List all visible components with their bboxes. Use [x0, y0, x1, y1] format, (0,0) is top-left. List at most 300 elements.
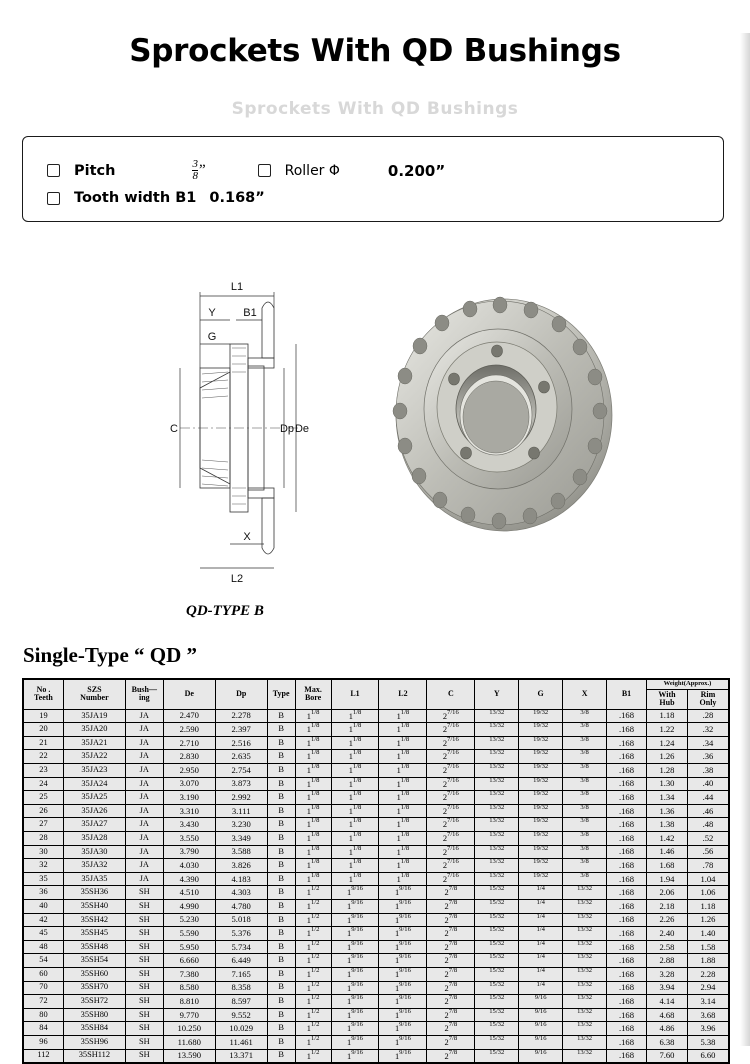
type-cell: B — [267, 1008, 295, 1022]
th-x: X — [563, 680, 607, 710]
with-hub-cell: 1.46 — [646, 845, 687, 859]
l2-cell: 19/16 — [379, 940, 427, 954]
l1-cell: 19/16 — [331, 913, 379, 927]
rim-only-cell: 5.38 — [687, 1035, 728, 1049]
y-cell: 13/32 — [475, 750, 519, 764]
x-cell: 3/8 — [563, 832, 607, 846]
type-cell: B — [267, 750, 295, 764]
szs-cell: 35SH96 — [63, 1035, 125, 1049]
dim-label-de: De — [294, 423, 310, 435]
dp-cell: 4.303 — [215, 886, 267, 900]
x-cell: 13/32 — [563, 913, 607, 927]
g-cell: 1/4 — [519, 913, 563, 927]
g-cell: 19/32 — [519, 804, 563, 818]
l1-cell: 11/8 — [331, 750, 379, 764]
th-no-teeth: No . Teeth — [24, 680, 64, 710]
l2-cell: 11/8 — [379, 709, 427, 723]
l2-cell: 19/16 — [379, 1022, 427, 1036]
y-cell: 13/32 — [475, 777, 519, 791]
g-cell: 19/32 — [519, 709, 563, 723]
c-cell: 27/8 — [427, 900, 475, 914]
th-type: Type — [267, 680, 295, 710]
max-bore-cell: 11/2 — [295, 1035, 331, 1049]
dp-cell: 2.635 — [215, 750, 267, 764]
dp-cell: 2.397 — [215, 723, 267, 737]
l1-cell: 11/8 — [331, 791, 379, 805]
l2-cell: 11/8 — [379, 859, 427, 873]
teeth-cell: 48 — [24, 940, 64, 954]
g-cell: 1/4 — [519, 900, 563, 914]
b1-cell: .168 — [607, 1022, 647, 1036]
y-cell: 15/32 — [475, 1022, 519, 1036]
b1-cell: .168 — [607, 900, 647, 914]
table-header-row-1 — [24, 680, 729, 690]
table-row — [24, 954, 729, 968]
l2-cell: 11/8 — [379, 832, 427, 846]
table-row — [24, 927, 729, 941]
szs-cell: 35SH84 — [63, 1022, 125, 1036]
pitch-fraction — [192, 159, 198, 182]
drawing-caption: QD-TYPE B — [186, 603, 264, 619]
teeth-cell: 84 — [24, 1022, 64, 1036]
de-cell: 5.950 — [163, 940, 215, 954]
table-row — [24, 886, 729, 900]
roller-value: 0.200” — [387, 161, 446, 180]
b1-cell: .168 — [607, 764, 647, 778]
table-row — [24, 832, 729, 846]
l2-cell: 19/16 — [379, 1049, 427, 1063]
l1-cell: 19/16 — [331, 967, 379, 981]
th-weight: Weight(Approx.) — [646, 680, 728, 690]
l2-cell: 11/8 — [379, 750, 427, 764]
l1-cell: 11/8 — [331, 804, 379, 818]
rim-only-cell: .56 — [687, 845, 728, 859]
l1-cell: 19/16 — [331, 1035, 379, 1049]
b1-cell: .168 — [607, 927, 647, 941]
b1-cell: .168 — [607, 886, 647, 900]
table-row — [24, 900, 729, 914]
rim-only-cell: .46 — [687, 804, 728, 818]
g-cell: 19/32 — [519, 845, 563, 859]
type-cell: B — [267, 981, 295, 995]
x-cell: 3/8 — [563, 764, 607, 778]
g-cell: 19/32 — [519, 750, 563, 764]
x-cell: 13/32 — [563, 1049, 607, 1063]
th-rim-only: Rim Only — [687, 689, 728, 709]
max-bore-cell: 11/8 — [295, 723, 331, 737]
dp-cell: 9.552 — [215, 1008, 267, 1022]
b1-cell: .168 — [607, 1035, 647, 1049]
de-cell: 4.030 — [163, 859, 215, 873]
l1-cell: 11/8 — [331, 709, 379, 723]
table-row — [24, 995, 729, 1009]
bushing-cell: JA — [125, 777, 163, 791]
bushing-cell: JA — [125, 872, 163, 886]
l2-cell: 19/16 — [379, 886, 427, 900]
l2-cell: 11/8 — [379, 791, 427, 805]
de-cell: 2.830 — [163, 750, 215, 764]
x-cell: 3/8 — [563, 818, 607, 832]
c-cell: 27/16 — [427, 777, 475, 791]
y-cell: 13/32 — [475, 736, 519, 750]
dp-cell: 11.461 — [215, 1035, 267, 1049]
bushing-cell: SH — [125, 1049, 163, 1063]
bushing-cell: JA — [125, 859, 163, 873]
rim-only-cell: .32 — [687, 723, 728, 737]
teeth-cell: 35 — [24, 872, 64, 886]
dp-cell: 2.516 — [215, 736, 267, 750]
section-heading: Single-Type “ QD ” — [23, 643, 198, 667]
g-cell: 9/16 — [519, 1035, 563, 1049]
l2-cell: 19/16 — [379, 1008, 427, 1022]
c-cell: 27/8 — [427, 1008, 475, 1022]
bushing-cell: JA — [125, 791, 163, 805]
type-cell: B — [267, 845, 295, 859]
l1-cell: 19/16 — [331, 940, 379, 954]
rim-only-cell: 3.96 — [687, 1022, 728, 1036]
l2-cell: 19/16 — [379, 1035, 427, 1049]
with-hub-cell: 1.22 — [646, 723, 687, 737]
bushing-cell: SH — [125, 927, 163, 941]
bushing-cell: SH — [125, 967, 163, 981]
dim-label-g: G — [207, 331, 217, 343]
teeth-cell: 24 — [24, 777, 64, 791]
l1-cell: 11/8 — [331, 736, 379, 750]
c-cell: 27/16 — [427, 804, 475, 818]
c-cell: 27/16 — [427, 723, 475, 737]
c-cell: 27/16 — [427, 736, 475, 750]
with-hub-cell: 1.24 — [646, 736, 687, 750]
l2-cell: 19/16 — [379, 995, 427, 1009]
b1-cell: .168 — [607, 940, 647, 954]
y-cell: 13/32 — [475, 845, 519, 859]
c-cell: 27/16 — [427, 872, 475, 886]
rim-only-cell: .38 — [687, 764, 728, 778]
x-cell: 3/8 — [563, 777, 607, 791]
with-hub-cell: 2.88 — [646, 954, 687, 968]
with-hub-cell: 1.68 — [646, 859, 687, 873]
table-row — [24, 940, 729, 954]
with-hub-cell: 2.58 — [646, 940, 687, 954]
rim-only-cell: .34 — [687, 736, 728, 750]
max-bore-cell: 11/2 — [295, 995, 331, 1009]
max-bore-cell: 11/2 — [295, 1049, 331, 1063]
type-cell: B — [267, 886, 295, 900]
x-cell: 3/8 — [563, 845, 607, 859]
l1-cell: 11/8 — [331, 764, 379, 778]
with-hub-cell: 1.30 — [646, 777, 687, 791]
pitch-unit: ” — [198, 161, 206, 178]
dp-cell: 3.349 — [215, 832, 267, 846]
y-cell: 15/32 — [475, 954, 519, 968]
max-bore-cell: 11/8 — [295, 804, 331, 818]
type-cell: B — [267, 859, 295, 873]
dim-label-b1: B1 — [243, 307, 257, 319]
x-cell: 3/8 — [563, 723, 607, 737]
type-cell: B — [267, 967, 295, 981]
g-cell: 19/32 — [519, 832, 563, 846]
g-cell: 9/16 — [519, 995, 563, 1009]
de-cell: 10.250 — [163, 1022, 215, 1036]
szs-cell: 35JA24 — [63, 777, 125, 791]
max-bore-cell: 11/2 — [295, 900, 331, 914]
teeth-cell: 45 — [24, 927, 64, 941]
dp-cell: 2.992 — [215, 791, 267, 805]
max-bore-cell: 11/2 — [295, 940, 331, 954]
max-bore-cell: 11/8 — [295, 818, 331, 832]
de-cell: 6.660 — [163, 954, 215, 968]
b1-cell: .168 — [607, 913, 647, 927]
de-cell: 2.470 — [163, 709, 215, 723]
c-cell: 27/8 — [427, 940, 475, 954]
teeth-cell: 23 — [24, 764, 64, 778]
type-cell: B — [267, 709, 295, 723]
szs-cell: 35JA30 — [63, 845, 125, 859]
th-g: G — [519, 680, 563, 710]
b1-cell: .168 — [607, 967, 647, 981]
x-cell: 3/8 — [563, 791, 607, 805]
c-cell: 27/8 — [427, 886, 475, 900]
l1-cell: 11/8 — [331, 859, 379, 873]
rim-only-cell: .78 — [687, 859, 728, 873]
l2-cell: 11/8 — [379, 777, 427, 791]
l1-cell: 11/8 — [331, 845, 379, 859]
l2-cell: 19/16 — [379, 900, 427, 914]
with-hub-cell: 1.38 — [646, 818, 687, 832]
de-cell: 4.390 — [163, 872, 215, 886]
type-cell: B — [267, 736, 295, 750]
y-cell: 15/32 — [475, 886, 519, 900]
th-with-hub: With Hub — [646, 689, 687, 709]
c-cell: 27/8 — [427, 1022, 475, 1036]
pitch-numerator: 3 — [192, 158, 198, 170]
table-body — [24, 709, 729, 1062]
b1-cell: .168 — [607, 750, 647, 764]
l1-cell: 19/16 — [331, 900, 379, 914]
de-cell: 11.680 — [163, 1035, 215, 1049]
x-cell: 13/32 — [563, 954, 607, 968]
x-cell: 13/32 — [563, 886, 607, 900]
rim-only-cell: .44 — [687, 791, 728, 805]
dp-cell: 7.165 — [215, 967, 267, 981]
rim-only-cell: 3.68 — [687, 1008, 728, 1022]
b1-cell: .168 — [607, 723, 647, 737]
g-cell: 19/32 — [519, 859, 563, 873]
bushing-cell: JA — [125, 723, 163, 737]
de-cell: 2.590 — [163, 723, 215, 737]
teeth-cell: 30 — [24, 845, 64, 859]
c-cell: 27/16 — [427, 818, 475, 832]
table-row — [24, 723, 729, 737]
with-hub-cell: 3.94 — [646, 981, 687, 995]
type-cell: B — [267, 777, 295, 791]
x-cell: 13/32 — [563, 927, 607, 941]
page-edge-shadow — [740, 33, 750, 1046]
dp-cell: 13.371 — [215, 1049, 267, 1063]
y-cell: 15/32 — [475, 900, 519, 914]
g-cell: 9/16 — [519, 1008, 563, 1022]
table-row — [24, 1022, 729, 1036]
bushing-cell: SH — [125, 1022, 163, 1036]
y-cell: 15/32 — [475, 995, 519, 1009]
max-bore-cell: 11/8 — [295, 750, 331, 764]
table-row — [24, 709, 729, 723]
max-bore-cell: 11/2 — [295, 981, 331, 995]
l2-cell: 11/8 — [379, 845, 427, 859]
y-cell: 15/32 — [475, 1008, 519, 1022]
dp-cell: 3.588 — [215, 845, 267, 859]
max-bore-cell: 11/8 — [295, 859, 331, 873]
szs-cell: 35JA27 — [63, 818, 125, 832]
de-cell: 4.990 — [163, 900, 215, 914]
dp-cell: 5.018 — [215, 913, 267, 927]
bushing-cell: SH — [125, 1008, 163, 1022]
type-cell: B — [267, 995, 295, 1009]
l1-cell: 11/8 — [331, 777, 379, 791]
de-cell: 2.950 — [163, 764, 215, 778]
table-row — [24, 845, 729, 859]
szs-cell: 35SH80 — [63, 1008, 125, 1022]
table-row — [24, 777, 729, 791]
l1-cell: 19/16 — [331, 995, 379, 1009]
with-hub-cell: 3.28 — [646, 967, 687, 981]
szs-cell: 35JA23 — [63, 764, 125, 778]
dp-cell: 3.230 — [215, 818, 267, 832]
de-cell: 5.590 — [163, 927, 215, 941]
b1-cell: .168 — [607, 832, 647, 846]
dp-cell: 8.597 — [215, 995, 267, 1009]
g-cell: 19/32 — [519, 764, 563, 778]
table-row — [24, 981, 729, 995]
g-cell: 19/32 — [519, 777, 563, 791]
l2-cell: 19/16 — [379, 954, 427, 968]
bushing-cell: SH — [125, 886, 163, 900]
dp-cell: 4.780 — [215, 900, 267, 914]
type-cell: B — [267, 1022, 295, 1036]
bushing-cell: SH — [125, 900, 163, 914]
pitch-denominator: 8 — [192, 170, 198, 182]
g-cell: 1/4 — [519, 927, 563, 941]
g-cell: 1/4 — [519, 954, 563, 968]
tooth-width-checkbox[interactable] — [47, 192, 60, 205]
b1-cell: .168 — [607, 872, 647, 886]
max-bore-cell: 11/2 — [295, 967, 331, 981]
l2-cell: 11/8 — [379, 764, 427, 778]
type-cell: B — [267, 832, 295, 846]
with-hub-cell: 1.94 — [646, 872, 687, 886]
l2-cell: 19/16 — [379, 981, 427, 995]
szs-cell: 35SH42 — [63, 913, 125, 927]
l2-cell: 19/16 — [379, 927, 427, 941]
l1-cell: 11/8 — [331, 818, 379, 832]
teeth-cell: 54 — [24, 954, 64, 968]
c-cell: 27/8 — [427, 967, 475, 981]
with-hub-cell: 1.36 — [646, 804, 687, 818]
bushing-cell: JA — [125, 709, 163, 723]
bushing-cell: JA — [125, 818, 163, 832]
szs-cell: 35JA20 — [63, 723, 125, 737]
teeth-cell: 96 — [24, 1035, 64, 1049]
th-bushing: Bush— ing — [125, 680, 163, 710]
g-cell: 1/4 — [519, 940, 563, 954]
table-row — [24, 859, 729, 873]
rim-only-cell: .52 — [687, 832, 728, 846]
roller-checkbox[interactable] — [258, 164, 271, 177]
pitch-checkbox[interactable] — [47, 164, 60, 177]
g-cell: 19/32 — [519, 791, 563, 805]
bushing-cell: JA — [125, 832, 163, 846]
table-row — [24, 818, 729, 832]
table-row — [24, 764, 729, 778]
g-cell: 1/4 — [519, 981, 563, 995]
szs-cell: 35JA25 — [63, 791, 125, 805]
type-cell: B — [267, 1049, 295, 1063]
rim-only-cell: 6.60 — [687, 1049, 728, 1063]
sprocket-photo — [380, 273, 620, 548]
with-hub-cell: 2.40 — [646, 927, 687, 941]
de-cell: 9.770 — [163, 1008, 215, 1022]
with-hub-cell: 1.28 — [646, 764, 687, 778]
page-title-ghost: Sprockets With QD Bushings — [231, 99, 519, 119]
bushing-cell: SH — [125, 940, 163, 954]
table-row — [24, 1035, 729, 1049]
de-cell: 8.810 — [163, 995, 215, 1009]
y-cell: 15/32 — [475, 1035, 519, 1049]
type-cell: B — [267, 804, 295, 818]
with-hub-cell: 4.68 — [646, 1008, 687, 1022]
max-bore-cell: 11/8 — [295, 777, 331, 791]
with-hub-cell: 1.42 — [646, 832, 687, 846]
b1-cell: .168 — [607, 777, 647, 791]
szs-cell: 35SH72 — [63, 995, 125, 1009]
l1-cell: 19/16 — [331, 1022, 379, 1036]
b1-cell: .168 — [607, 995, 647, 1009]
rim-only-cell: 1.18 — [687, 900, 728, 914]
spec-row-tooth-width — [47, 190, 265, 206]
y-cell: 13/32 — [475, 723, 519, 737]
type-cell: B — [267, 927, 295, 941]
x-cell: 13/32 — [563, 967, 607, 981]
th-szs-number: SZS Number — [63, 680, 125, 710]
bushing-cell: SH — [125, 981, 163, 995]
szs-cell: 35SH36 — [63, 886, 125, 900]
y-cell: 13/32 — [475, 709, 519, 723]
with-hub-cell: 6.38 — [646, 1035, 687, 1049]
table-row — [24, 1049, 729, 1063]
l1-cell: 11/8 — [331, 832, 379, 846]
c-cell: 27/8 — [427, 1035, 475, 1049]
bushing-cell: SH — [125, 913, 163, 927]
szs-cell: 35JA28 — [63, 832, 125, 846]
de-cell: 2.710 — [163, 736, 215, 750]
bushing-cell: SH — [125, 1035, 163, 1049]
pitch-label: Pitch — [74, 162, 116, 179]
y-cell: 13/32 — [475, 832, 519, 846]
l2-cell: 19/16 — [379, 913, 427, 927]
max-bore-cell: 11/8 — [295, 845, 331, 859]
type-cell: B — [267, 872, 295, 886]
de-cell: 5.230 — [163, 913, 215, 927]
x-cell: 3/8 — [563, 736, 607, 750]
with-hub-cell: 1.18 — [646, 709, 687, 723]
bushing-cell: SH — [125, 995, 163, 1009]
c-cell: 27/8 — [427, 913, 475, 927]
technical-drawing — [150, 248, 350, 628]
de-cell: 3.310 — [163, 804, 215, 818]
teeth-cell: 20 — [24, 723, 64, 737]
table-row — [24, 804, 729, 818]
teeth-cell: 27 — [24, 818, 64, 832]
